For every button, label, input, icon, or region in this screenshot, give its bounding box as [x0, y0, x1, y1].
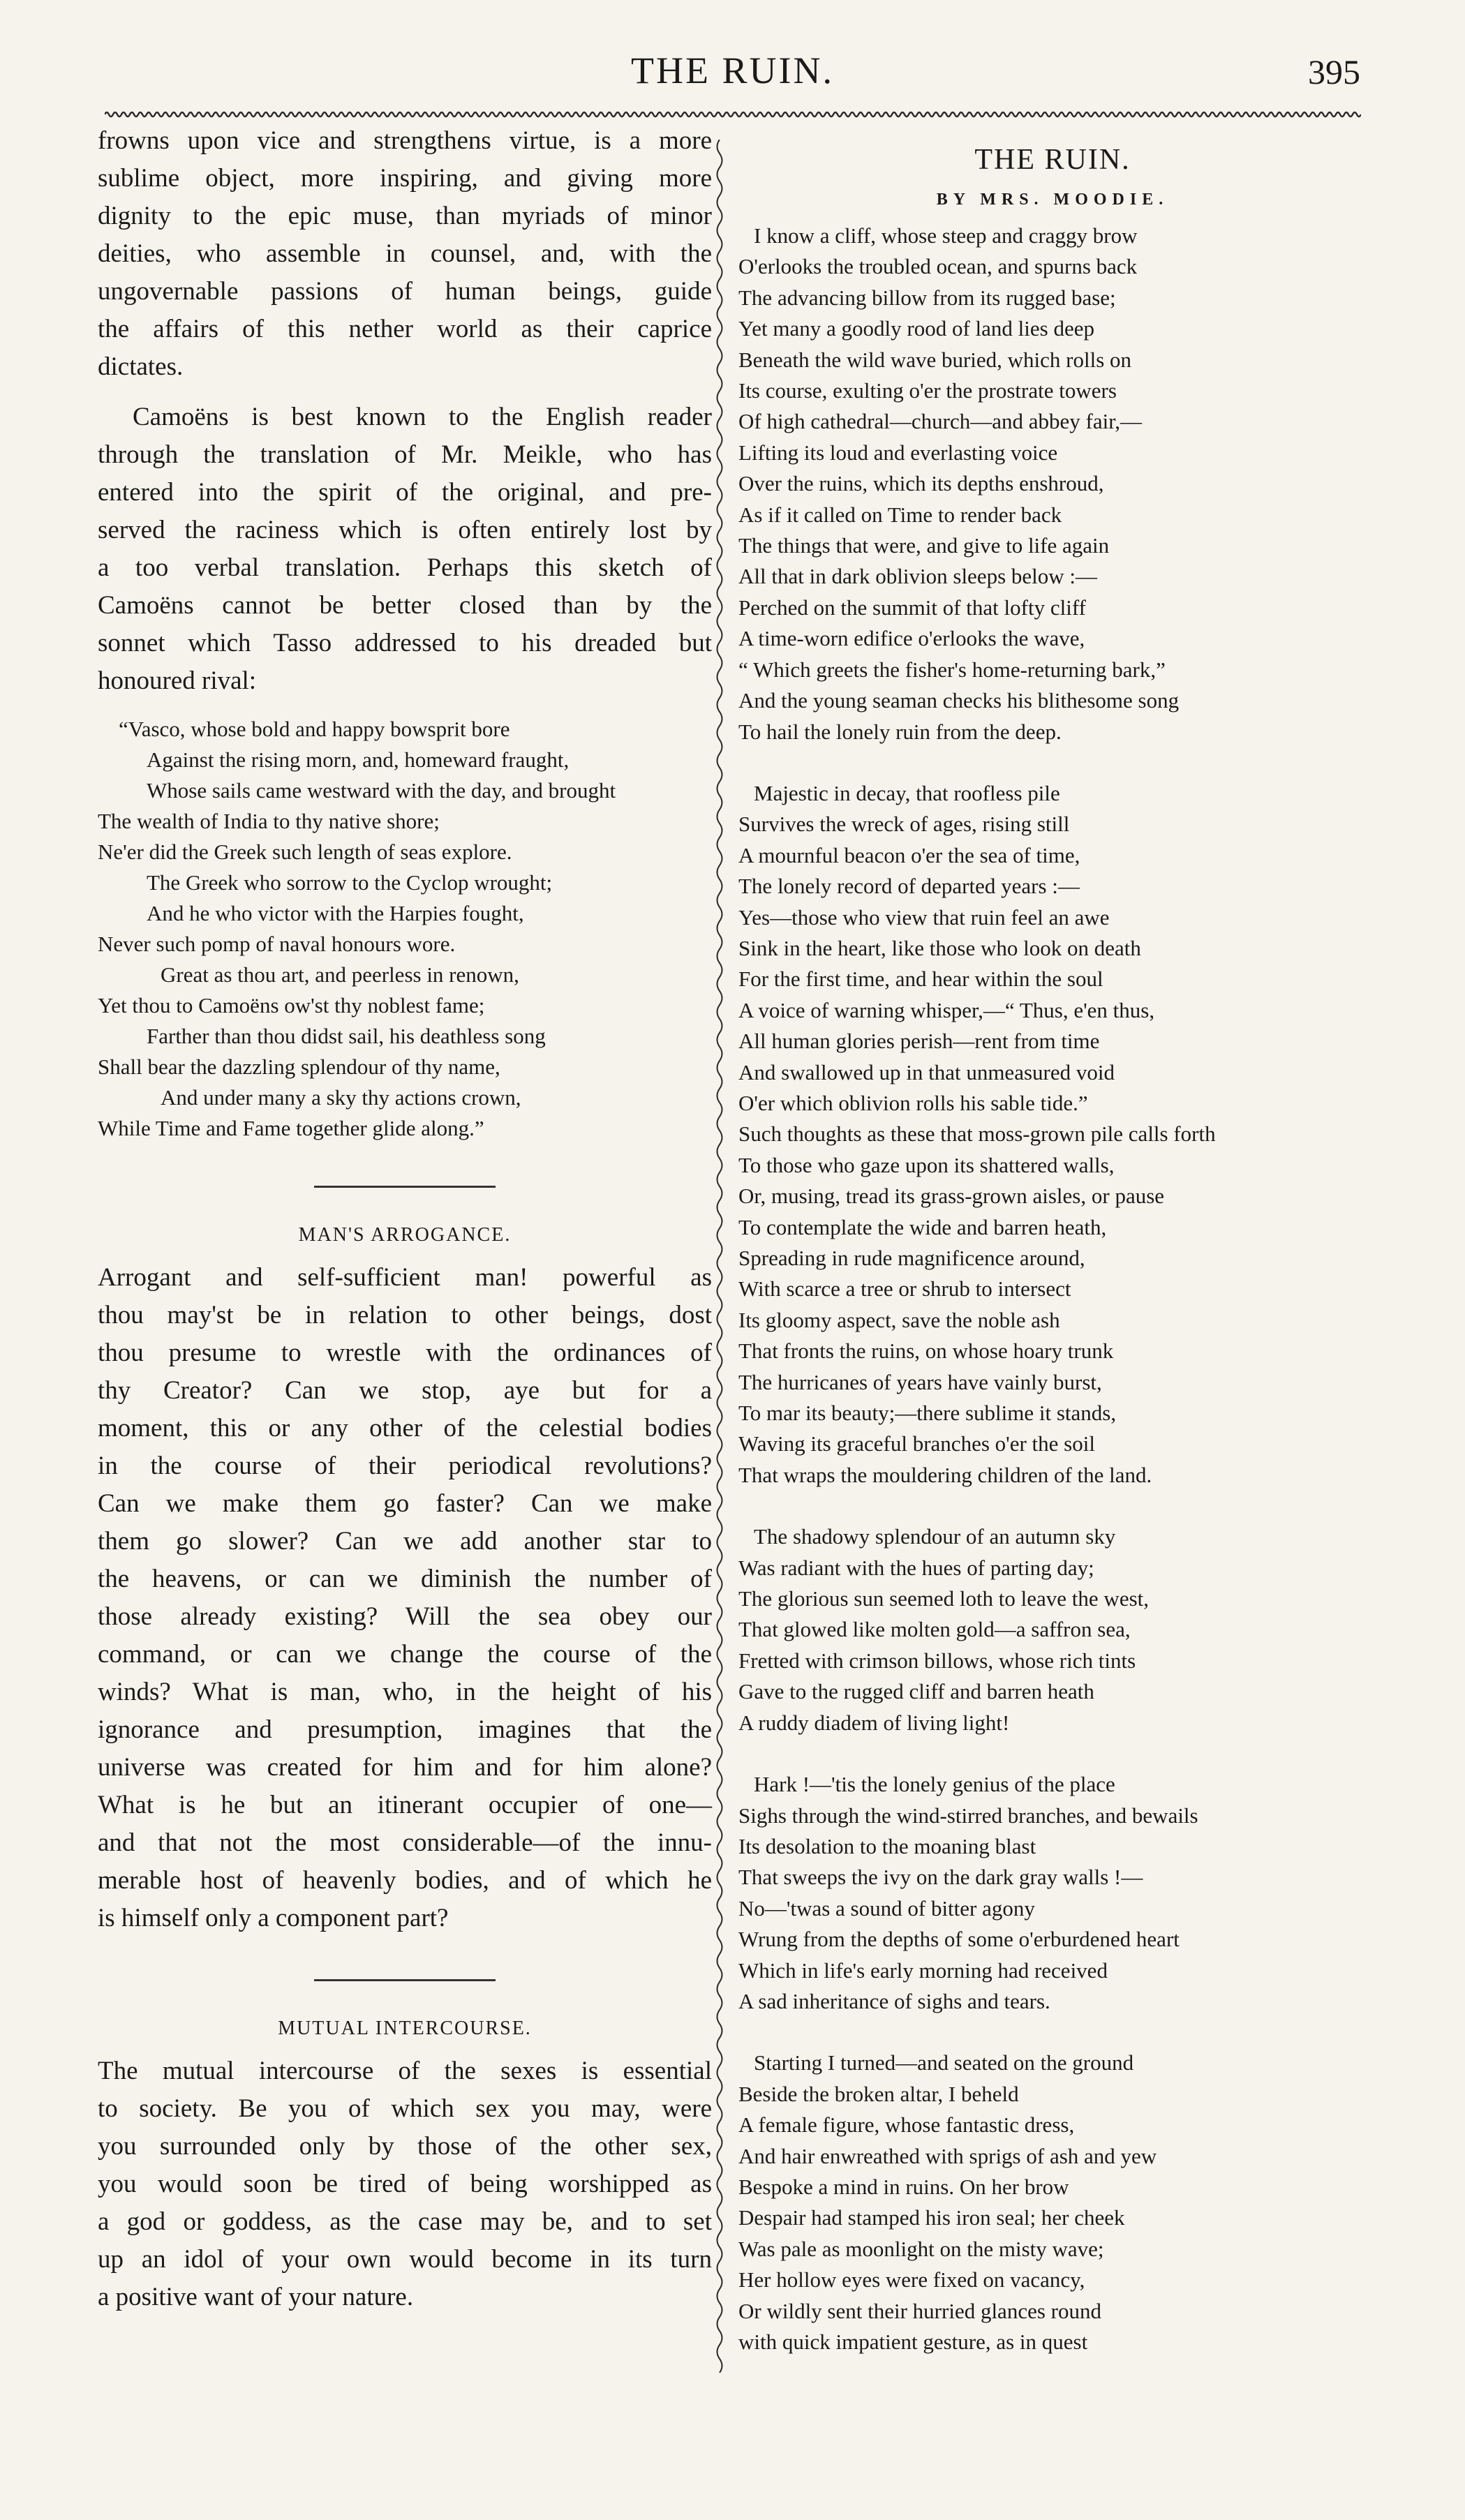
camoens-paragraph — [98, 398, 712, 700]
text-line: winds? What is man, who, in the height of his — [98, 1678, 712, 1706]
poem-line: Hark !—'tis the lonely genius of the place — [754, 1772, 1115, 1797]
text-line: dignity to the epic muse, than myriads of minor — [98, 202, 712, 230]
text-line: deities, who assemble in counsel, and, with the — [98, 239, 712, 268]
poem-line: To mar its beauty;—there sublime it stands, — [738, 1401, 1117, 1426]
poem-line: That fronts the ruins, on whose hoary trunk — [738, 1339, 1114, 1364]
text-line: to society. Be you of which sex you may, were — [98, 2094, 712, 2123]
poem-line: Waving its graceful branches o'er the soil — [738, 1431, 1095, 1456]
poem-line: That wraps the mouldering children of the land. — [738, 1462, 1152, 1487]
poem-line: That glowed like molten gold—a saffron sea, — [738, 1617, 1131, 1642]
sonnet-line: Shall bear the dazzling splendour of thy name, — [98, 1054, 500, 1079]
continuation-paragraph — [98, 122, 712, 386]
text-line: sublime object, more inspiring, and giving more — [98, 164, 712, 193]
poem-line: The shadowy splendour of an autumn sky — [754, 1524, 1116, 1549]
text-line: command, or can we change the course of the — [98, 1640, 712, 1669]
text-line: honoured rival: — [98, 666, 257, 695]
page-number: 395 — [1308, 52, 1360, 91]
poem-line: That sweeps the ivy on the dark gray walls !— — [738, 1865, 1143, 1890]
poem-line: Such thoughts as these that moss-grown pile calls forth — [738, 1121, 1216, 1147]
column-divider-wavy — [709, 140, 730, 2373]
poem-line: The lonely record of departed years :— — [738, 874, 1080, 899]
left-column — [98, 122, 712, 2316]
poem-line: Beside the broken altar, I beheld — [738, 2081, 1019, 2106]
text-line: a too verbal translation. Perhaps this sketch of — [98, 553, 712, 582]
text-line: merable host of heavenly bodies, and of which he — [98, 1866, 712, 1895]
poem-line: Beneath the wild wave buried, which rolls on — [738, 347, 1132, 372]
poem-line: Majestic in decay, that roofless pile — [754, 780, 1060, 805]
poem-line: Was pale as moonlight on the misty wave; — [738, 2236, 1104, 2261]
poem-line: Or, musing, tread its grass-grown aisles, or pause — [738, 1184, 1165, 1209]
poem-stanza — [738, 2048, 1367, 2357]
text-line: them go slower? Can we add another star to — [98, 1527, 712, 1556]
text-line: is himself only a component part? — [98, 1904, 449, 1932]
poem-line: Its course, exulting o'er the prostrate towers — [738, 378, 1117, 403]
poem-line: All that in dark oblivion sleeps below :— — [738, 564, 1098, 589]
sonnet-line: Never such pomp of naval honours wore. — [98, 932, 456, 956]
poem-line: Lifting its loud and everlasting voice — [738, 440, 1058, 465]
text-line: thy Creator? Can we stop, aye but for a — [98, 1376, 712, 1405]
right-column — [738, 143, 1367, 2357]
poem-line: To those who gaze upon its shattered walls, — [738, 1152, 1115, 1177]
poem-line: All human glories perish—rent from time — [738, 1029, 1100, 1054]
intercourse-paragraph — [98, 2052, 712, 2316]
poem-line: And hair enwreathed with sprigs of ash and yew — [738, 2143, 1157, 2168]
poem-line: Was radiant with the hues of parting day; — [738, 1555, 1094, 1580]
text-line: Can we make them go faster? Can we make — [98, 1489, 712, 1518]
poem-line: Its gloomy aspect, save the noble ash — [738, 1307, 1060, 1332]
poem-line: And swallowed up in that unmeasured void — [738, 1059, 1115, 1084]
poem-line: To contemplate the wide and barren heath, — [738, 1214, 1107, 1239]
text-line: you surrounded only by those of the other sex, — [98, 2132, 712, 2161]
sonnet-line: Great as thou art, and peerless in renown, — [161, 962, 519, 987]
sonnet-line: Against the rising morn, and, homeward fraught, — [147, 747, 570, 772]
poem-line: Yet many a goodly rood of land lies deep — [738, 316, 1094, 341]
text-line: the heavens, or can we diminish the number of — [98, 1565, 712, 1593]
sonnet-line: The wealth of India to thy native shore; — [98, 809, 440, 833]
poem-line: Or wildly sent their hurried glances round — [738, 2298, 1101, 2323]
poem-line: Over the ruins, which its depths enshroud, — [738, 471, 1104, 496]
text-line: Arrogant and self-sufficient man! powerful as — [98, 1263, 712, 1292]
running-head — [0, 49, 1465, 105]
poem-line: Bespoke a mind in ruins. On her brow — [738, 2174, 1069, 2199]
sonnet-line: The Greek who sorrow to the Cyclop wrought; — [147, 870, 553, 895]
poem-line: A voice of warning whisper,—“ Thus, e'en thus, — [738, 997, 1155, 1022]
text-line: sonnet which Tasso addressed to his dreaded but — [98, 629, 712, 657]
poem-line: Survives the wreck of ages, rising still — [738, 812, 1070, 837]
text-line: moment, this or any other of the celestial bodies — [98, 1414, 712, 1442]
poem-line: To hail the lonely ruin from the deep. — [738, 719, 1062, 744]
poem-line: O'er which oblivion rolls his sable tide.” — [738, 1090, 1088, 1115]
poem-line: A sad inheritance of sighs and tears. — [738, 1988, 1050, 2013]
text-line: the affairs of this nether world as their caprice — [98, 315, 712, 343]
poem-line: Wrung from the depths of some o'erburdened heart — [738, 1927, 1180, 1952]
poem-line: with quick impatient gesture, as in quest — [738, 2329, 1088, 2354]
poem-line: Perched on the summit of that lofty cliff — [738, 595, 1086, 620]
text-line: through the translation of Mr. Meikle, who has — [98, 440, 712, 469]
poem-line: Fretted with crimson billows, whose rich tints — [738, 1648, 1136, 1673]
sonnet-line: And he who victor with the Harpies fought, — [147, 901, 524, 925]
text-line: in the course of their periodical revolutions? — [98, 1452, 712, 1480]
sonnet-line: Yet thou to Camoëns ow'st thy noblest fame; — [98, 993, 485, 1017]
text-line: served the raciness which is often entirely lost by — [98, 516, 712, 544]
poem-line: Spreading in rude magnificence around, — [738, 1246, 1085, 1270]
poem-line: “ Which greets the fisher's home-returning bark,” — [738, 657, 1166, 682]
poem-body — [738, 221, 1367, 2357]
text-line: ignorance and presumption, imagines that the — [98, 1715, 712, 1744]
poem-line: Sink in the heart, like those who look on death — [738, 935, 1141, 960]
text-line: universe was created for him and for him alone? — [98, 1753, 712, 1782]
sonnet-line: While Time and Fame together glide along.” — [98, 1116, 484, 1140]
text-line: Camoëns cannot be better closed than by the — [98, 591, 712, 620]
intercourse-heading: MUTUAL INTERCOURSE. — [278, 2018, 532, 2039]
poem-title: THE RUIN. — [974, 144, 1131, 176]
running-title: THE RUIN. — [631, 50, 834, 91]
poem-line: A ruddy diadem of living light! — [738, 1710, 1010, 1735]
poem-line: The things that were, and give to life again — [738, 533, 1110, 558]
poem-line: Sighs through the wind-stirred branches, and bewails — [738, 1803, 1198, 1828]
poem-line: And the young seaman checks his blithesome song — [738, 688, 1180, 713]
text-line: frowns upon vice and strengthens virtue, is a more — [98, 126, 712, 155]
text-line: What is he but an itinerant occupier of one— — [98, 1791, 712, 1819]
arrogance-paragraph — [98, 1259, 712, 1937]
poem-line: A female figure, whose fantastic dress, — [738, 2112, 1075, 2138]
sonnet-line: Ne'er did the Greek such length of seas explore. — [98, 840, 512, 864]
section-separator — [314, 1186, 496, 1188]
poem-stanza — [738, 221, 1367, 747]
text-line: entered into the spirit of the original, and pre- — [98, 478, 712, 507]
poem-line: For the first time, and hear within the soul — [738, 967, 1103, 992]
poem-line: Which in life's early morning had received — [738, 1958, 1108, 1983]
text-line: a god or goddess, as the case may be, and to set — [98, 2207, 712, 2236]
text-line: thou may'st be in relation to other beings, dost — [98, 1301, 712, 1329]
text-line: a positive want of your nature. — [98, 2283, 414, 2311]
sonnet-line: Whose sails came westward with the day, and brought — [147, 778, 616, 803]
text-line: dictates. — [98, 352, 184, 381]
poem-line: Gave to the rugged cliff and barren heath — [738, 1679, 1094, 1704]
poem-line: The hurricanes of years have vainly burst, — [738, 1369, 1102, 1394]
header-wavy-rule — [105, 106, 1361, 123]
poem-line: Her hollow eyes were fixed on vacancy, — [738, 2267, 1085, 2292]
poem-line: Yes—those who view that ruin feel an awe — [738, 904, 1110, 930]
poem-line: A mournful beacon o'er the sea of time, — [738, 842, 1080, 867]
poem-line: Starting I turned—and seated on the ground — [754, 2050, 1134, 2075]
text-line: thou presume to wrestle with the ordinances of — [98, 1339, 712, 1367]
poem-line: A time-worn edifice o'erlooks the wave, — [738, 626, 1085, 651]
poem-stanza — [738, 778, 1367, 1491]
sonnet-line: Farther than thou didst sail, his deathless song — [147, 1024, 546, 1048]
poem-line: With scarce a tree or shrub to intersect — [738, 1276, 1071, 1302]
poem-line: The glorious sun seemed loth to leave the west, — [738, 1586, 1150, 1611]
poem-line: Its desolation to the moaning blast — [738, 1833, 1036, 1858]
text-line: The mutual intercourse of the sexes is essential — [98, 2057, 712, 2085]
poem-line: No—'twas a sound of bitter agony — [738, 1895, 1035, 1921]
text-line: up an idol of your own would become in its turn — [98, 2245, 712, 2274]
poem-line: As if it called on Time to render back — [738, 502, 1062, 527]
sonnet-line: “Vasco, whose bold and happy bowsprit bore — [119, 717, 510, 741]
text-line: Camoëns is best known to the English reader — [133, 403, 712, 431]
text-line: those already existing? Will the sea obey our — [98, 1602, 712, 1631]
poem-byline: BY MRS. MOODIE. — [936, 191, 1169, 209]
text-line: and that not the most considerable—of the innu- — [98, 1828, 712, 1857]
section-separator — [314, 1979, 496, 1981]
poem-line: Of high cathedral—church—and abbey fair,— — [738, 409, 1143, 434]
poem-stanza — [738, 1521, 1367, 1738]
poem-stanza — [738, 1769, 1367, 2017]
tasso-sonnet — [98, 714, 712, 1144]
poem-line: The advancing billow from its rugged base; — [738, 285, 1116, 310]
arrogance-heading: MAN'S ARROGANCE. — [298, 1224, 512, 1246]
poem-line: O'erlooks the troubled ocean, and spurns back — [738, 254, 1138, 279]
text-line: ungovernable passions of human beings, guide — [98, 277, 712, 306]
poem-line: Despair had stamped his iron seal; her cheek — [738, 2205, 1125, 2230]
text-line: you would soon be tired of being worshipped as — [98, 2170, 712, 2198]
poem-line: I know a cliff, whose steep and craggy brow — [754, 223, 1138, 248]
sonnet-line: And under many a sky thy actions crown, — [161, 1085, 521, 1110]
